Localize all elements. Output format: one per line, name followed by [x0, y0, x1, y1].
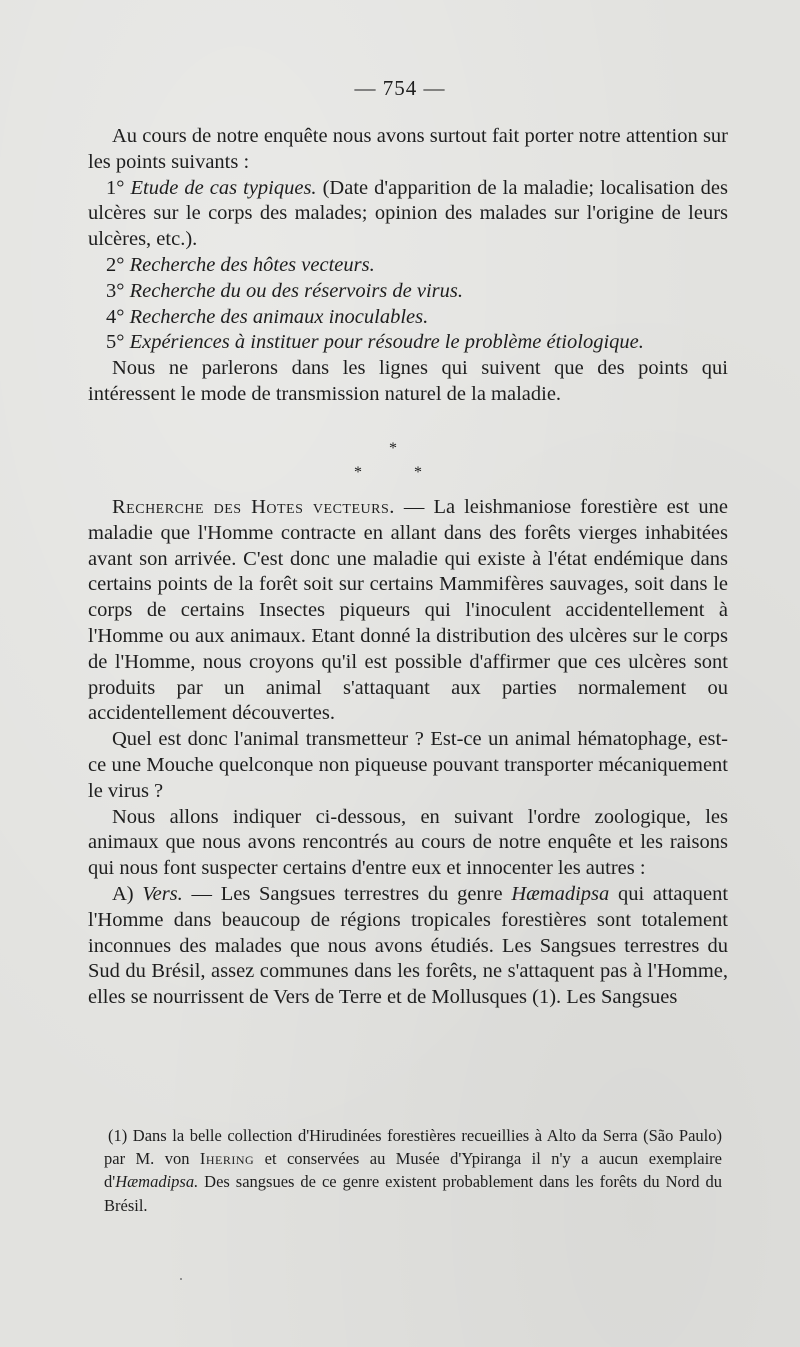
- footnote: [104, 1124, 722, 1217]
- footnote-genus: Hæmadipsa.: [115, 1172, 199, 1192]
- list-item-title: Recherche des animaux inoculables.: [129, 305, 429, 328]
- intro-closing-paragraph: Nous ne parlerons dans les lignes qui suivent que des points qui intéressent le mode de transmission naturel de la maladie.: [88, 357, 728, 405]
- page-number: — 754 —: [354, 76, 446, 100]
- footnote-text: Des sangsues de ce genre existent probablement dans les forêts du Nord du Brésil.: [104, 1172, 722, 1215]
- section-paragraph-vers: [88, 882, 728, 1011]
- footnote-name: Ihering: [199, 1149, 255, 1169]
- section-opening-paragraph: [88, 495, 728, 727]
- list-item: [88, 305, 728, 331]
- footnote-text: (1) Dans la belle collection d'Hirudinées forestières recueillies à Alto da Serra (São Paulo) par M. von: [104, 1126, 722, 1169]
- main-section: [88, 495, 728, 1011]
- list-item-title: Recherche du ou des réservoirs de virus.: [129, 279, 463, 302]
- section-paragraph: Nous allons indiquer ci-dessous, en suivant l'ordre zoologique, les animaux que nous avons rencontrés au cours de notre enquête et les raisons qui nous font suspecter certains d'entre eux et innocenter les autres :: [88, 805, 728, 880]
- intro-section: [88, 124, 728, 408]
- list-item-number: 3°: [106, 279, 125, 302]
- list-item-title: Recherche des hôtes vecteurs.: [129, 253, 375, 276]
- list-item-title: Etude de cas typiques.: [130, 176, 317, 199]
- list-item-number: 2°: [106, 253, 125, 276]
- list-item-number: 4°: [106, 305, 125, 328]
- intro-paragraph: Au cours de notre enquête nous avons surtout fait porter notre attention sur les points suivants :: [88, 125, 728, 173]
- list-item-number: 1°: [106, 176, 125, 199]
- subsection-title: Vers.: [142, 882, 183, 905]
- subsection-label: A): [112, 882, 134, 905]
- list-item: [88, 176, 728, 253]
- list-item-number: 5°: [106, 331, 125, 354]
- footnote-text: et conservées au Musée d'Ypiranga il n'y a aucun exemplaire d': [104, 1149, 722, 1192]
- subsection-text: qui attaquent l'Homme dans beaucoup de régions tropicales forestières sont totalement inconnues des malades que nous avons étudiés. Les Sangsues terrestres du Sud du Brésil, assez communes dans les forêts, ne s'attaquent pas à l'Homme, elles se nourrissent de Vers de Terre et de Mollusques (1). Les Sangsues: [88, 882, 729, 1009]
- list-item: [88, 253, 728, 279]
- separator-stars-bottom: * *: [354, 464, 446, 481]
- list-item-text: (Date d'apparition de la maladie; localisation des ulcères sur le corps des malades; opinion des malades sur l'origine de leurs ulcères, etc.).: [88, 176, 728, 251]
- section-heading: Recherche des Hotes vecteurs.: [112, 496, 395, 518]
- list-item: [88, 330, 728, 356]
- subsection-text: — Les Sangsues terrestres du genre: [191, 882, 503, 905]
- list-item: [88, 279, 728, 305]
- genus-name: Hæmadipsa: [511, 882, 610, 905]
- list-item-title: Expériences à instituer pour résoudre le problème étiologique.: [129, 331, 644, 354]
- section-heading-text: — La leishmaniose forestière est une maladie que l'Homme contracte en allant dans des forêts vierges inhabitées avant son arrivée. C'est donc une maladie qui existe à l'état endémique dans certains points de la forêt soit sur certains Mammifères sauvages, soit dans le corps de certains Insectes piqueurs qui l'inoculent accidentellement à l'Homme ou aux animaux. Etant donné la distribution des ulcères sur le corps de l'Homme, nous croyons qu'il est possible d'affirmer que ces ulcères sont produits par un animal s'attaquant aux parties normalement ou accidentellement découvertes.: [88, 496, 728, 725]
- paper-speck: [180, 1278, 182, 1280]
- section-paragraph: Quel est donc l'animal transmetteur ? Est-ce un animal hématophage, est-ce une Mouche quelconque non piqueuse pouvant transporter mécaniquement le virus ?: [88, 728, 728, 802]
- separator-star-top: *: [389, 440, 411, 457]
